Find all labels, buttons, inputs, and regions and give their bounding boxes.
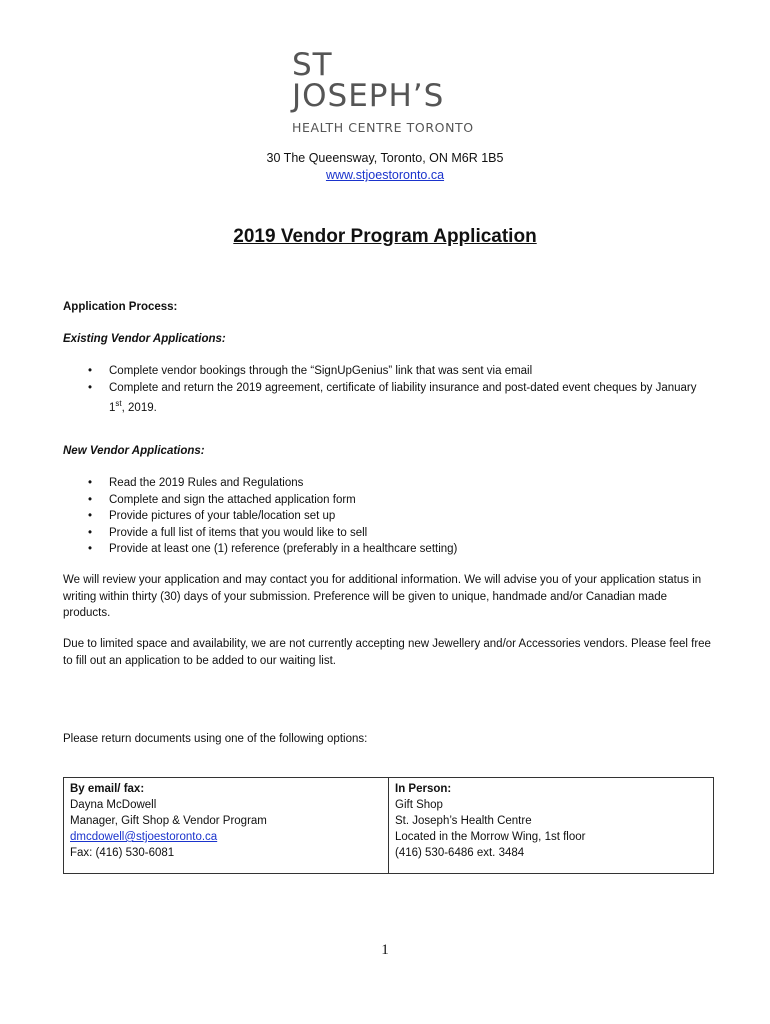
- new-vendor-heading: New Vendor Applications:: [63, 445, 205, 457]
- logo-line-1: ST: [292, 47, 333, 83]
- address-block: [0, 150, 770, 184]
- email-fax-cell: [64, 778, 389, 874]
- organization-name: St. Joseph’s Health Centre: [395, 815, 532, 827]
- email-link[interactable]: dmcdowell@stjoestoronto.ca: [70, 831, 218, 843]
- bullet: •: [88, 365, 93, 377]
- existing-vendor-list: [63, 363, 713, 416]
- logo-line-3: HEALTH CENTRE TORONTO: [292, 120, 474, 135]
- page-title: 2019 Vendor Program Application: [233, 226, 537, 247]
- list-item: • Provide at least one (1) reference (preferably in a healthcare setting): [63, 541, 713, 558]
- page-number: 1: [381, 942, 389, 958]
- logo-line-2: JOSEPH’S: [292, 78, 445, 114]
- bullet: •: [88, 477, 93, 489]
- return-intro: Please return documents using one of the following options:: [63, 733, 368, 745]
- return-options-table: [63, 777, 714, 874]
- in-person-cell: [389, 778, 714, 874]
- list-item: • Provide pictures of your table/location set up: [63, 508, 713, 525]
- list-item: • Read the 2019 Rules and Regulations: [63, 475, 713, 492]
- website-link[interactable]: www.stjoestoronto.ca: [325, 168, 445, 182]
- list-item: • Provide a full list of items that you would like to sell: [63, 525, 713, 542]
- phone-number: (416) 530-6486 ext. 3484: [395, 847, 525, 859]
- list-item: • Complete and return the 2019 agreement, certificate of liability insurance and post-dated event cheques by January 1st, 2019.: [88, 381, 697, 414]
- bullet: •: [88, 381, 93, 394]
- place-name: Gift Shop: [395, 799, 443, 811]
- list-item: • Complete and sign the attached application form: [63, 492, 713, 509]
- space-paragraph: Due to limited space and availability, we are not currently accepting new Jewellery and/or Accessories vendors. Please feel free to fill out an application to be added to our waiting list.: [63, 638, 711, 667]
- contact-name: Dayna McDowell: [70, 799, 157, 811]
- bullet: •: [88, 510, 93, 522]
- existing-vendor-heading: Existing Vendor Applications:: [63, 333, 226, 345]
- email-fax-heading: By email/ fax:: [70, 783, 145, 795]
- application-process-heading: Application Process:: [63, 301, 178, 313]
- bullet: •: [88, 526, 93, 539]
- list-item: • Complete vendor bookings through the “SignUpGenius” link that was sent via email: [63, 363, 713, 380]
- street-address: 30 The Queensway, Toronto, ON M6R 1B5: [266, 151, 504, 165]
- bullet: •: [88, 543, 93, 555]
- new-vendor-list: [63, 475, 713, 558]
- location-text: Located in the Morrow Wing, 1st floor: [395, 831, 586, 843]
- bullet: •: [88, 493, 93, 506]
- in-person-heading: In Person:: [395, 783, 452, 795]
- review-paragraph: We will review your application and may contact you for additional information. We will advise you of your application status in writing within thirty (30) days of your submission. Preference will be given to unique, handmade and/or Canadian made products.: [63, 574, 702, 619]
- st-josephs-logo: [292, 47, 474, 135]
- fax-number: Fax: (416) 530-6081: [70, 847, 175, 859]
- contact-role: Manager, Gift Shop & Vendor Program: [70, 815, 267, 827]
